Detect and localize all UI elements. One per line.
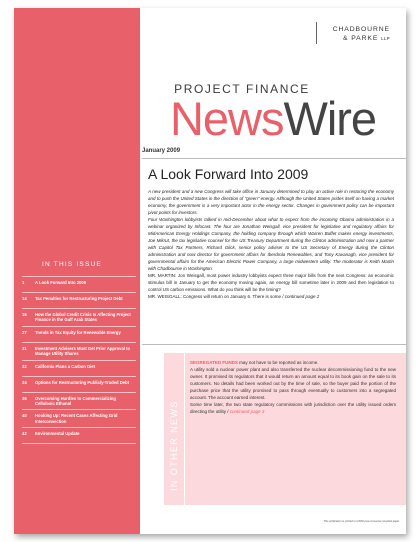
- logo-line-1: CHADBOURNE: [332, 26, 390, 33]
- other-news-lead: SEGREGATED FUNDS: [190, 360, 238, 365]
- speaker-text: Congress will return on January 6. There is some: [181, 294, 281, 299]
- toc-item-title: Options for Restructuring Publicly-Traded Debt: [35, 379, 129, 385]
- firm-logo: [320, 25, 390, 43]
- toc-page-number: 34: [22, 379, 27, 385]
- title-wire: Wire: [283, 92, 377, 145]
- other-news-tab: [164, 353, 185, 505]
- toc-page-number: 32: [22, 363, 27, 369]
- other-news-panel: [164, 353, 406, 505]
- article-headline: A Look Forward Into 2009: [148, 166, 309, 182]
- other-news-text: Some time later, the two state regulatory commissions with jurisdiction over the utility issued orders directing the utility: [190, 402, 396, 414]
- toc-title: IN THIS ISSUE: [42, 261, 102, 268]
- toc-item-title: Trends in Tax Equity for Renewable Energy: [35, 329, 121, 335]
- toc-list: [22, 276, 136, 444]
- other-news-lead-text: may not have to be reported as income.: [237, 360, 319, 365]
- other-news-paragraph: [190, 359, 396, 366]
- toc-item-title: A Look Forward Into 2009: [35, 280, 87, 285]
- continued-link[interactable]: continued page 3: [229, 409, 265, 414]
- toc-page-number: 1: [22, 280, 25, 285]
- speaker-label: MR. WEISGALL:: [148, 294, 182, 299]
- article-paragraph: Four Washington lobbyists talked in mid-December about what to expect from the incoming Obama administration in a webinar organized by Infocast. The four are Jonathan Weisgall, vice president for legislative and regulatory affairs for MidAmerican Energy Holdings Company, the holding company through which Warren Buffet makes energy investments, Joe Mikrut, the tax legislative counsel for the US Treasury Department during the Clinton administration and now a partner with Capitol Tax Partners, Richard Glick, senior policy adviser to the US Secretary of Energy during the Clinton administration and now director for government affairs for Iberdrola Renewables, and Tony Kavanagh, vice president for governmental affairs for the American Electric Power Company, a large midwestern utility. The moderator is Keith Martin with Chadbourne in Washington.: [148, 217, 394, 271]
- toc-item[interactable]: [22, 409, 136, 427]
- toc-item-title: Hooking Up: Recent Cases Affecting Grid Interconnection: [35, 413, 118, 424]
- logo-llp: LLP: [381, 36, 390, 41]
- toc-item-title: Investment Advisers Must Get Prior Approval to Manage Utility Shares: [35, 345, 131, 357]
- toc-page-number: 36: [22, 395, 27, 401]
- footer-note: This publication is printed on 100% post-consumer recycled paper.: [323, 520, 400, 523]
- logo-divider: [316, 22, 317, 44]
- toc-item-title: Overcoming Hurdles to Commercializing Cellulosic Ethanol: [35, 395, 116, 407]
- newsletter-page: [14, 8, 406, 534]
- toc-item[interactable]: [22, 292, 136, 308]
- toc-item[interactable]: [22, 376, 136, 392]
- toc-item[interactable]: [22, 308, 136, 326]
- toc-page-number: 31: [22, 345, 27, 351]
- toc-item[interactable]: [22, 276, 136, 292]
- toc-item-title: Environmental Update: [35, 431, 80, 437]
- article-body: [148, 188, 394, 300]
- issue-date: January 2009: [142, 148, 181, 154]
- toc-item[interactable]: [22, 342, 136, 360]
- article-paragraph: A new president and a new Congress will take office in January determined to play an active role in restoring the economy and to push the United States in the direction of "green" energy. Although the United States prides itself on having a market economy, the government is a very important actor in the energy sector. Changes in government policy can be important pivot points for investors.: [148, 189, 394, 215]
- article-paragraph: MR. WEISGALL: Congress will return on January 6. There is some / continued page 2: [148, 294, 320, 299]
- toc-page-number: 16: [22, 312, 27, 317]
- divider: [142, 344, 406, 345]
- divider: [142, 158, 406, 159]
- toc-item-title: How the Global Credit Crisis Is Affecting Project Finance in the Gulf Arab States: [35, 312, 131, 323]
- toc-item-title: Tax Penalties for Restructuring Project Debt: [35, 296, 123, 301]
- section-title: PROJECT FINANCE: [174, 82, 310, 96]
- toc-item[interactable]: [22, 392, 136, 410]
- newsletter-title: [140, 94, 406, 144]
- toc-item-title: California Plans a Carbon Diet: [35, 363, 96, 369]
- other-news-paragraph: Some time later, the two state regulatory commissions with jurisdiction over the utility issued orders directing the utility / continued page 3: [190, 402, 396, 414]
- speaker-label: MR. MARTIN:: [148, 273, 177, 278]
- toc-page-number: 40: [22, 413, 27, 419]
- sidebar: [14, 8, 140, 534]
- title-news: News: [169, 92, 284, 145]
- speaker-text: Jon Weisgall, most power industry lobbyists expect three major bills from the next Congress: an economic stimulus bill in January to get the economy moving again, an energy bill sometime later in 2009 and then legislation to control US carbon emissions. What do you think will be the timing?: [148, 273, 394, 292]
- toc-page-number: 14: [22, 296, 27, 301]
- logo-line-2-text: & PARKE: [343, 35, 379, 42]
- other-news-body: [190, 359, 396, 415]
- toc-page-number: 42: [22, 431, 27, 437]
- logo-line-2: [320, 34, 390, 43]
- toc-page-number: 27: [22, 329, 27, 335]
- other-news-label: IN OTHER NEWS: [169, 400, 179, 491]
- continued-link[interactable]: continued page 2: [284, 294, 320, 299]
- toc-item[interactable]: [22, 360, 136, 376]
- toc-item[interactable]: [22, 427, 136, 444]
- article-paragraph: [148, 272, 394, 293]
- toc-item[interactable]: [22, 326, 136, 342]
- other-news-paragraph: A utility sold a nuclear power plant and also transferred the nuclear decommissioning fund to the new owner. It promised its regulators that it would return an amount equal to its book gain on the sale to its customers. No details had been worked out by the time of sale, so the buyer paid the portion of the purchase price that the utility promised to pass through eventually to customers into a segregated account. The account earned interest.: [190, 367, 396, 400]
